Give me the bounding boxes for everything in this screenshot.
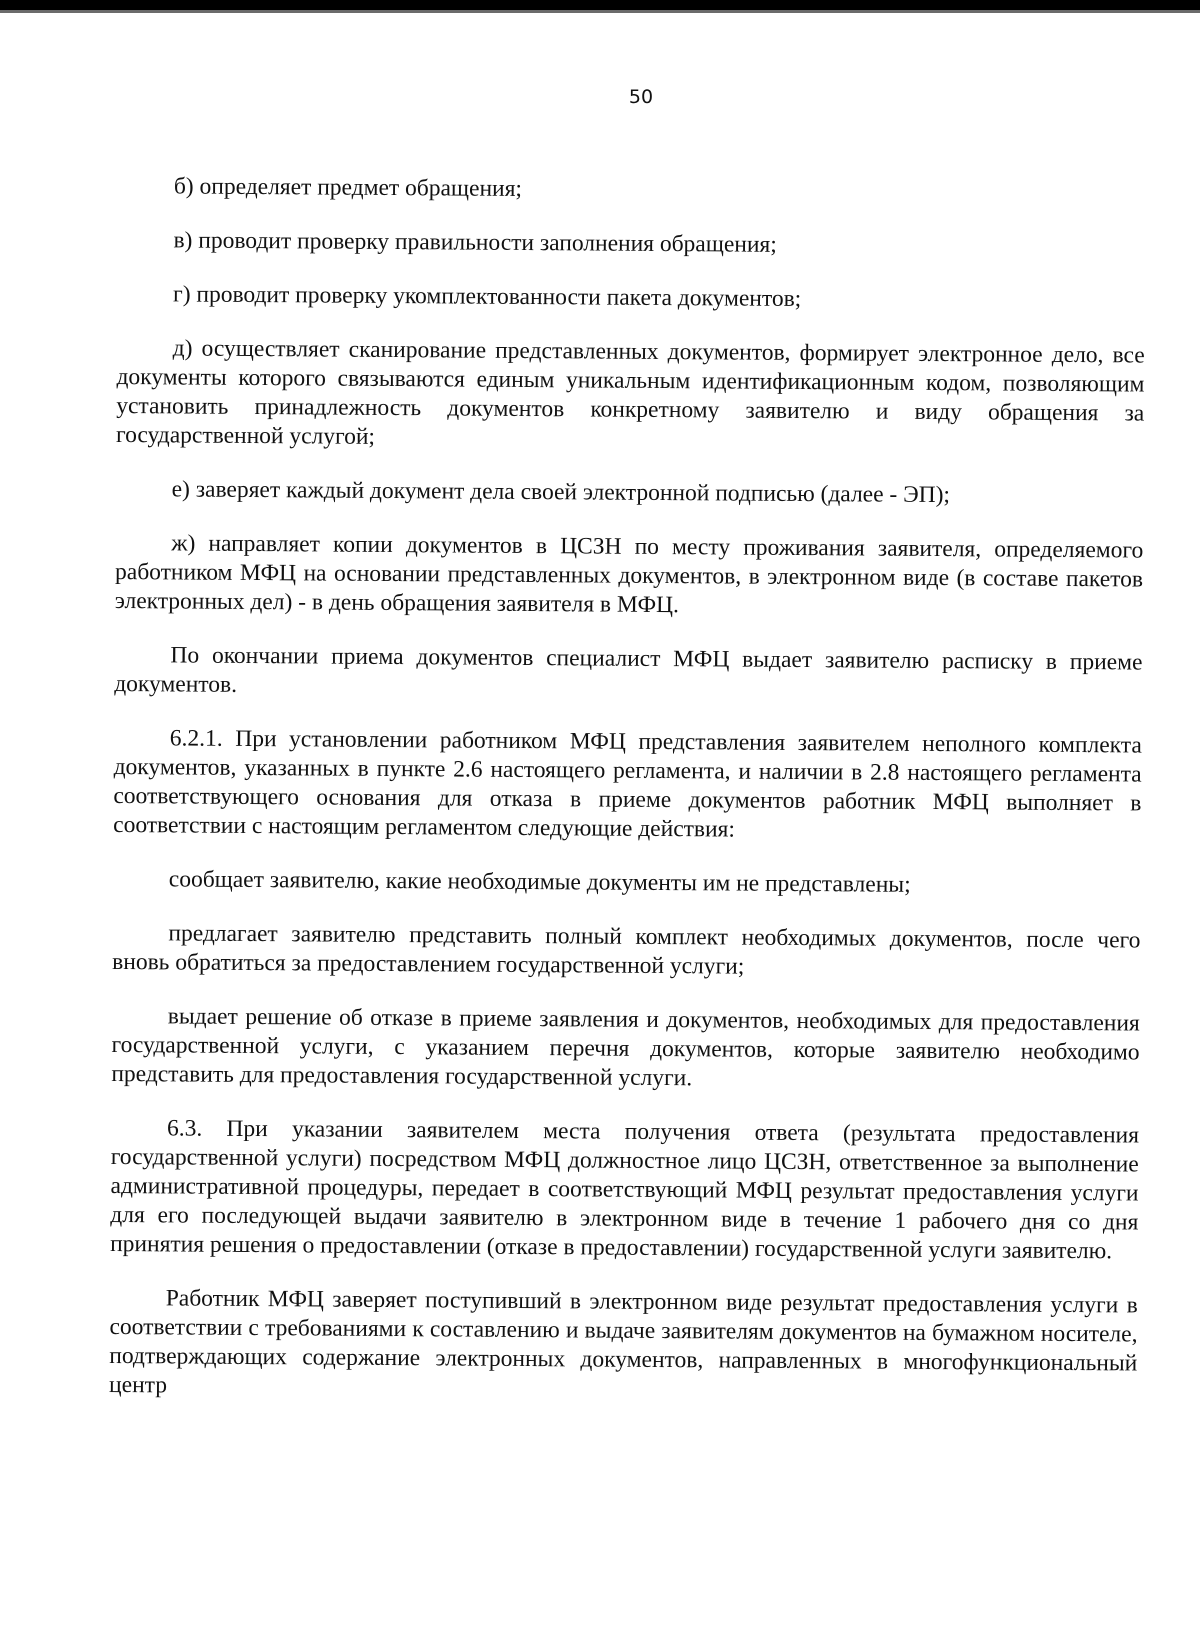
paragraph-item-v: в) проводит проверку правильности заполнения обращения; [173,227,777,258]
paragraph-item-d: д) осуществляет сканирование представленных документов, формирует электронное дело, все документы которого связываются единым уникальным идентификационным кодом, позволяющим установить принадлежность документов конкретному заявителю и виду обращения за государственной услугой; [115,335,1145,450]
paragraph-informs-applicant: сообщает заявителю, какие необходимые документы им не представлены; [168,866,911,898]
document-body [109,172,1146,1433]
scan-top-edge-shadow [0,10,1200,13]
paragraph-item-e: е) заверяет каждый документ дела своей электронной подписью (далее - ЭП); [171,476,951,509]
paragraph-refusal-decision: выдает решение об отказе в приеме заявления и документов, необходимых для предоставления государственной услуги, с указанием перечня документов, которые заявителю необходимо представить для предоставления государственной услуги. [111,1003,1140,1092]
paragraph-item-b: б) определяет предмет обращения; [173,173,523,202]
page-number: 50 [628,86,654,108]
scan-top-edge [0,0,1200,10]
paragraph-item-zh: ж) направляет копии документов в ЦСЗН по месту проживания заявителя, определяемого работником МФЦ на основании представленных документов, в электронном виде (в составе пакетов электронных дел) - в день обращения заявителя в МФЦ. [114,530,1144,619]
paragraph-offers-full-set: предлагает заявителю представить полный комплект необходимых документов, после чего вновь обратиться за предоставлением государственной услуги; [112,920,1141,980]
paragraph-6-3: 6.3. При указании заявителем места получения ответа (результата предоставления государственной услуги) посредством МФЦ должностное лицо ЦСЗН, ответственное за выполнение административной процедуры, передает в соответствующий МФЦ результат предоставления услуги для его последующей выдачи заявителю в электронном виде в течение 1 рабочего дня со дня принятия решения о предоставлении (отказе в предоставлении) государственной услуги заявителю. [110,1115,1140,1265]
paragraph-6-2-1: 6.2.1. При установлении работником МФЦ представления заявителем неполного комплекта документов, указанных в пункте 2.6 настоящего регламента, и наличии в 2.8 настоящего регламента соответствующего основания для отказа в приеме документов работник МФЦ выполняет в соответствии с настоящим регламентом следующие действия: [113,725,1142,843]
paragraph-mfc-certifies: Работник МФЦ заверяет поступивший в электронном виде результат предоставления услуги в соответствии с требованиями к составлению и выдаче заявителям документов на бумажном носителе, подтверждающих содержание электронных документов, направленных в многофункциональный центр [109,1285,1138,1399]
paragraph-receipt: По окончании приема документов специалист МФЦ выдает заявителю расписку в приеме документов. [114,642,1143,698]
paragraph-item-g: г) проводит проверку укомплектованности пакета документов; [173,281,802,313]
